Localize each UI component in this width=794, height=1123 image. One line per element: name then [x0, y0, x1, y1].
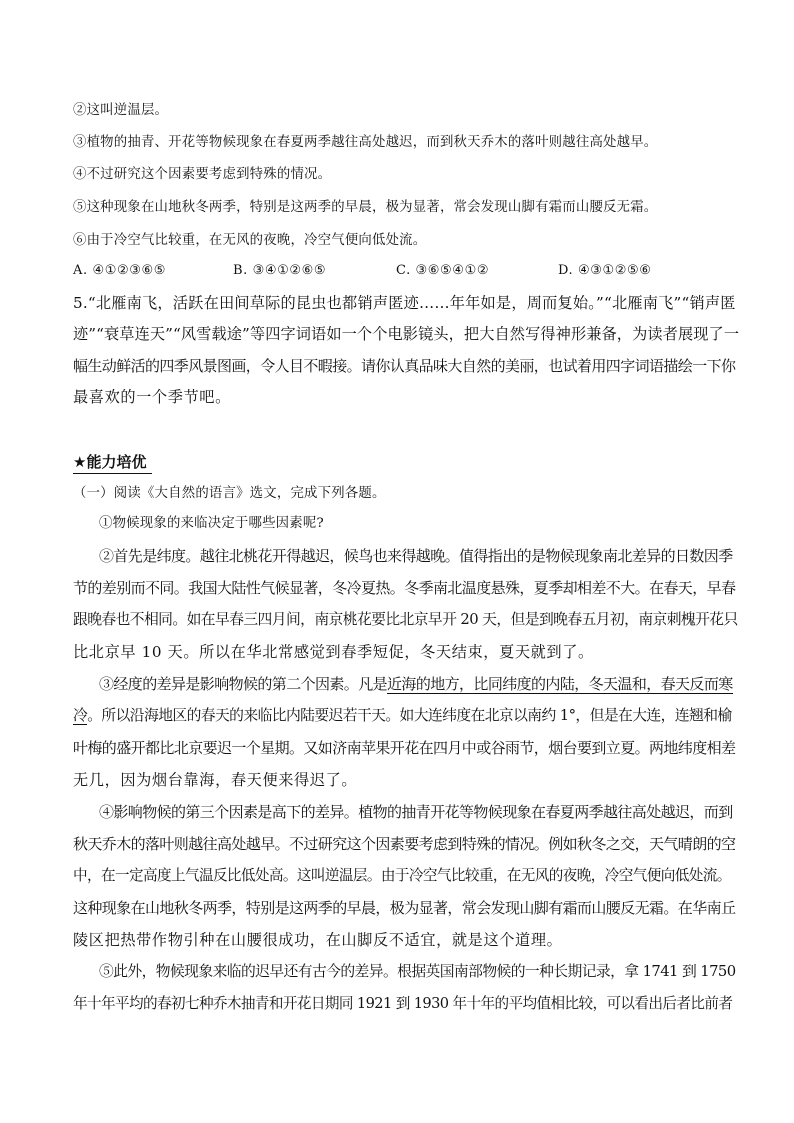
paragraph-3-line-3: 叶梅的盛开都比北京要迟一个星期。又如济南苹果开花在四月中或谷雨节，烟台要到立夏。两地纬度相差 [73, 739, 736, 757]
heading-underline [73, 473, 152, 474]
paragraph-2-line-4: 比北京早 10 天。所以在华北常感觉到春季短促，冬天结束，夏天就到了。 [73, 643, 594, 661]
paragraph-2-line-2: 节的差别而不同。我国大陆性气候显著，冬冷夏热。冬季南北温度悬殊，夏季却相差不大。在春天，早春 [73, 579, 736, 597]
paragraph-5-line-1: ⑤此外，物候现象来临的迟早还有古今的差异。根据英国南部物候的一种长期记录，拿 1741 到 1750 [99, 963, 736, 980]
paragraph-1: ①物候现象的来临决定于哪些因素呢? [99, 516, 324, 531]
q4-option-d: D. ④③①②⑤⑥ [558, 263, 652, 278]
paragraph-2-line-3: 跟晚春也不相同。如在早春三四月间，南京桃花要比北京早开 20 天，但是到晚春五月初，南京刺槐开花只 [73, 611, 738, 628]
q5-line-2: 迹”“衰草连天”“风雪载途”等四字词语如一个个电影镜头，把大自然写得神形兼备，为读者展现了一 [73, 325, 740, 343]
paragraph-3-line-4: 无几，因为烟台靠海，春天便来得迟了。 [73, 771, 358, 789]
underlined-phrase-end: 冷 [73, 707, 88, 724]
paragraph-4-line-4: 这种现象在山地秋冬两季，特别是这两季的早晨，极为显著，常会发现山脚有霜而山腰反无霜。在华南丘 [73, 899, 736, 917]
section-heading [73, 452, 146, 472]
paragraph-5-line-2: 年十年平均的春初七种乔木抽青和开花日期同 1921 到 1930 年十年的平均值相比较，可以看出后者比前者 [73, 995, 733, 1012]
part1-intro: （一）阅读《大自然的语言》选文，完成下列各题。 [73, 486, 386, 501]
q5-line-4: 最喜欢的一个季节吧。 [73, 388, 231, 406]
q4-item-6: ⑥由于冷空气比较重，在无风的夜晚，冷空气便向低处流。 [73, 233, 427, 248]
paragraph-3-line-2 [73, 705, 732, 727]
paragraph-4-line-2: 秋天乔木的落叶则越往高处越早。不过研究这个因素要考虑到特殊的情况。例如秋冬之交，天气晴朗的空 [73, 835, 736, 853]
q4-option-b: B. ③④①②⑥⑤ [233, 263, 327, 278]
paragraph-3-text: 。所以沿海地区的春天的来临比内陆要迟若干天。如大连纬度在北京以南约 1°，但是在大连，连翘和榆 [87, 707, 732, 724]
underlined-phrase: 近海的地方，比同纬度的内陆，冬天温和，春天反而寒 [387, 675, 733, 693]
q4-item-3: ③植物的抽青、开花等物候现象在春夏两季越往高处越迟，而到秋天乔木的落叶则越往高处越早。 [73, 135, 658, 150]
paragraph-2-line-1: ②首先是纬度。越往北桃花开得越迟，候鸟也来得越晚。值得指出的是物候现象南北差异的日数因季 [99, 547, 733, 565]
q5-line-1: 5.“北雁南飞，活跃在田间草际的昆虫也都销声匿迹……年年如是，周而复始。”“北雁南飞”“销声匿 [73, 294, 736, 312]
q4-item-5: ⑤这种现象在山地秋冬两季，特别是这两季的早晨，极为显著，常会发现山脚有霜而山腰反无霜。 [73, 200, 658, 215]
section-heading-text: ★能力培优 [73, 453, 147, 471]
paragraph-4-line-1: ④影响物候的第三个因素是高下的差异。植物的抽青开花等物候现象在春夏两季越往高处越迟，而到 [99, 803, 733, 821]
q4-item-4: ④不过研究这个因素要考虑到特殊的情况。 [73, 167, 332, 182]
paragraph-3-line-1 [99, 673, 733, 695]
q4-item-2: ②这叫逆温层。 [73, 103, 169, 118]
q4-option-c: C. ③⑥⑤④①② [396, 263, 490, 278]
q4-option-a: A. ④①②③⑥⑤ [73, 263, 166, 278]
q5-line-3: 幅生动鲜活的四季风景图画，令人目不暇接。请你认真品味大自然的美丽，也试着用四字词语描绘一下你 [73, 357, 736, 375]
paragraph-4-line-3: 中，在一定高度上气温反比低处高。这叫逆温层。由于冷空气比较重，在无风的夜晚，冷空气便向低处流。 [73, 867, 731, 884]
paragraph-4-line-5: 陵区把热带作物引种在山腰很成功，在山脚反不适宜，就是这个道理。 [73, 931, 563, 949]
paragraph-3-text: ③经度的差异是影响物候的第二个因素。凡是 [99, 675, 388, 693]
